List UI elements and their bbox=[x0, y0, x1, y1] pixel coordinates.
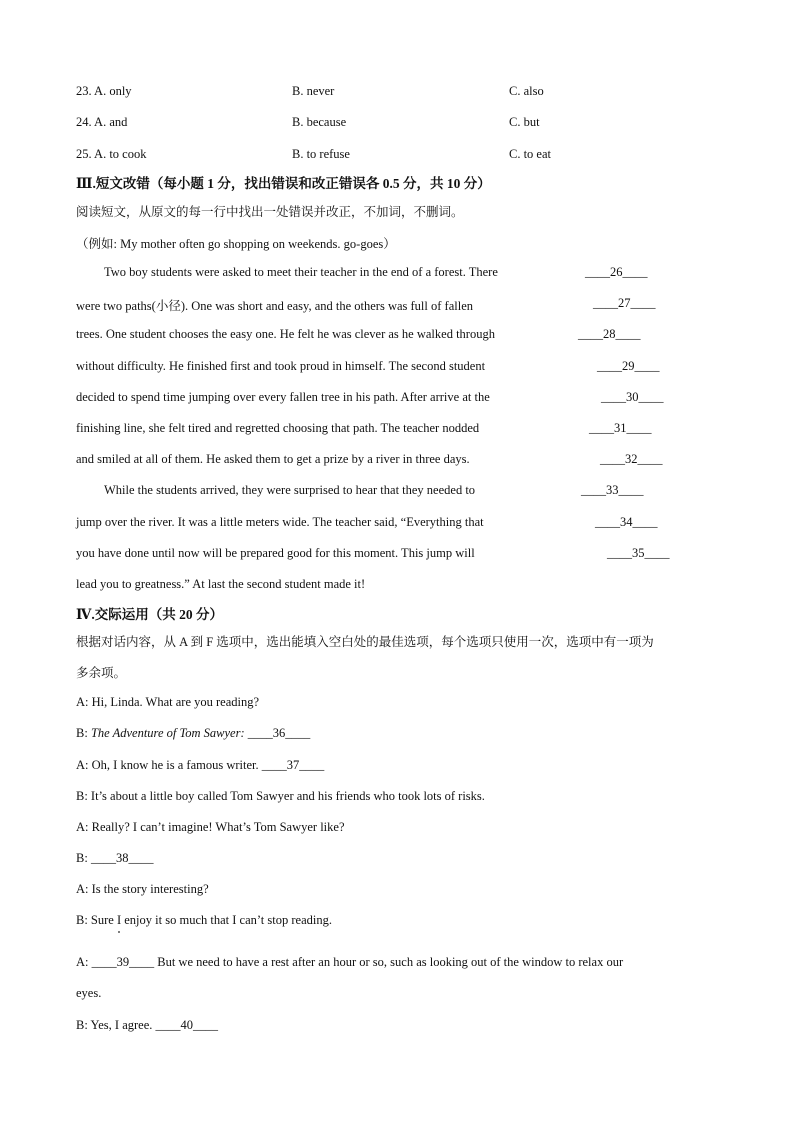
dialog-line-5: A: Really? I can’t imagine! What’s Tom Sawyer like? bbox=[76, 820, 345, 834]
section3-heading: Ⅲ.短文改错（每小题 1 分，找出错误和改正错误各 0.5 分，共 10 分） bbox=[76, 176, 491, 191]
speaker-b: B: bbox=[76, 726, 91, 740]
answer-blank-38[interactable]: ____38____ bbox=[90, 851, 154, 865]
passage-line-1: Two boy students were asked to meet their teacher in the end of a forest. There bbox=[104, 265, 498, 279]
answer-blank-34[interactable]: ____34____ bbox=[595, 515, 658, 529]
dialog-line-3 bbox=[76, 758, 324, 773]
answer-blank-39[interactable]: ____39____ bbox=[91, 955, 155, 969]
section4-heading: Ⅳ.交际运用（共 20 分） bbox=[76, 607, 223, 622]
answer-blank-30[interactable]: ____30____ bbox=[601, 390, 664, 404]
choice-24-b: B. because bbox=[292, 115, 347, 129]
passage-line-3: trees. One student chooses the easy one. He felt he was clever as he walked through bbox=[76, 327, 495, 341]
answer-blank-35[interactable]: ____35____ bbox=[607, 546, 670, 560]
dialog-line-2 bbox=[76, 726, 310, 741]
answer-blank-32[interactable]: ____32____ bbox=[600, 452, 663, 466]
dialog-line-7: A: Is the story interesting? bbox=[76, 882, 209, 896]
dialog-line-4: B: It’s about a little boy called Tom Sawyer and his friends who took lots of risks. bbox=[76, 789, 485, 803]
passage-line-5: decided to spend time jumping over every fallen tree in his path. After arrive at the bbox=[76, 390, 490, 404]
choice-23-a: 23. A. only bbox=[76, 84, 132, 98]
choice-25-c: C. to eat bbox=[509, 147, 552, 161]
dialog-line-9 bbox=[76, 955, 719, 970]
section3-example: （例如: My mother often go shopping on weekends. go-goes） bbox=[76, 237, 396, 251]
dialog-line-1: A: Hi, Linda. What are you reading? bbox=[76, 695, 260, 709]
speaker-a: A: bbox=[76, 955, 92, 969]
stray-dot bbox=[118, 931, 120, 933]
choice-24-a: 24. A. and bbox=[76, 115, 128, 129]
passage-line-6: finishing line, she felt tired and regretted choosing that path. The teacher nodded bbox=[76, 421, 480, 435]
answer-blank-28[interactable]: ____28____ bbox=[578, 327, 641, 341]
passage-line-7: and smiled at all of them. He asked them to get a prize by a river in three days. bbox=[76, 452, 470, 466]
answer-blank-26[interactable]: ____26____ bbox=[585, 265, 648, 279]
answer-blank-36[interactable]: ____36____ bbox=[247, 726, 311, 740]
dialog-text-9: But we need to have a rest after an hour or so, such as looking out of the window to relax our bbox=[154, 955, 624, 969]
answer-blank-37[interactable]: ____37____ bbox=[261, 758, 325, 772]
passage-line-10: you have done until now will be prepared good for this moment. This jump will bbox=[76, 546, 475, 560]
book-title: The Adventure of Tom Sawyer: bbox=[90, 726, 245, 740]
answer-blank-40[interactable]: ____40____ bbox=[155, 1018, 219, 1032]
dialog-text-3: A: Oh, I know he is a famous writer. bbox=[76, 758, 262, 772]
passage-line-9: jump over the river. It was a little meters wide. The teacher said, “Everything that bbox=[76, 515, 484, 529]
section3-instruction: 阅读短文，从原文的每一行中找出一处错误并改正，不加词，不删词。 bbox=[76, 205, 464, 219]
answer-blank-31[interactable]: ____31____ bbox=[589, 421, 652, 435]
dialog-line-10: eyes. bbox=[76, 986, 102, 1000]
choice-25-a: 25. A. to cook bbox=[76, 147, 147, 161]
passage-line-8: While the students arrived, they were surprised to hear that they needed to bbox=[104, 483, 476, 497]
dialog-line-6 bbox=[76, 851, 153, 866]
passage-line-2: were two paths(小径). One was short and easy, and the others was full of fallen bbox=[76, 299, 473, 313]
answer-blank-27[interactable]: ____27____ bbox=[593, 296, 656, 310]
section4-instruction-1: 根据对话内容，从 A 到 F 选项中，选出能填入空白处的最佳选项，每个选项只使用一次，选项中有一项为 bbox=[76, 635, 654, 649]
choice-25-b: B. to refuse bbox=[292, 147, 350, 161]
dialog-text-11: B: Yes, I agree. bbox=[76, 1018, 156, 1032]
choice-23-b: B. never bbox=[292, 84, 335, 98]
answer-blank-33[interactable]: ____33____ bbox=[581, 483, 644, 497]
section4-instruction-2: 多余项。 bbox=[76, 666, 127, 680]
dialog-line-8: B: Sure I enjoy it so much that I can’t stop reading. bbox=[76, 913, 332, 927]
choice-24-c: C. but bbox=[509, 115, 540, 129]
dialog-line-11 bbox=[76, 1018, 218, 1033]
passage-line-11: lead you to greatness.” At last the second student made it! bbox=[76, 577, 366, 591]
speaker-b: B: bbox=[76, 851, 91, 865]
answer-blank-29[interactable]: ____29____ bbox=[597, 359, 660, 373]
passage-line-4: without difficulty. He finished first and took proud in himself. The second student bbox=[76, 359, 486, 373]
choice-23-c: C. also bbox=[509, 84, 544, 98]
